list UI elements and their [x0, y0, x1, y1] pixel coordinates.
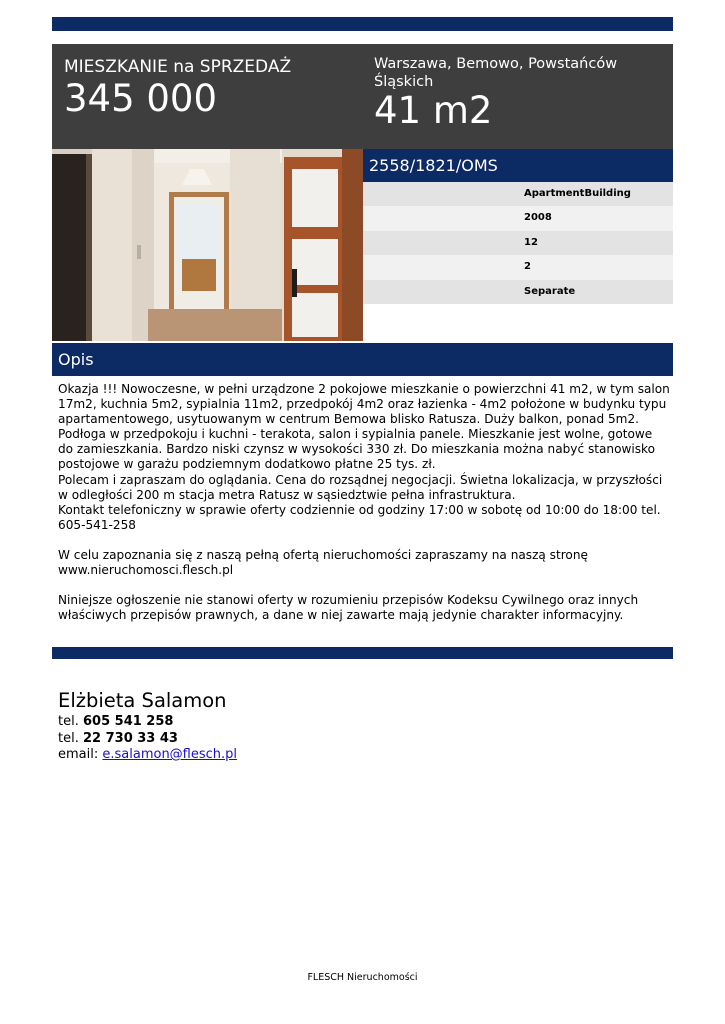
- description-text: Okazja !!! Nowoczesne, w pełni urządzone 2 pokojowe mieszkanie o powierzchni 41 m2, w tym salon 17m2, kuchnia 5m2, sypialnia 11m2, przedpokój 4m2 oraz łazienka - 4m2 położone w budynku typu apartamentowego, usytuowanym w centrum Bemowa blisko Ratusza. Duży balkon, ponad 5m2. Podłoga w przedpokoju i kuchni - terakota, salon i sypialnia panele. Mieszkanie jest wolne, gotowe do zamieszkania. Bardzo niski czynsz w wysokości 330 zł. Do mieszkania można nabyć stanowisko postojowe w garażu podziemnym dodatkowo płatne 25 tys. zł. Polecam i zapraszam do oglądania. Cena do rozsądnej negocjacji. Świetna lokalizacja, w przyszłości w odległości 200 m stacja metra Ratusz w sąsiedztwie pełna infrastruktura. Kontakt telefoniczny w sprawie oferty codziennie od godziny 17:00 w sobotę od 10:00 do 18:00 tel. 605-541-258 W celu zapoznania się z naszą pełną ofertą nieruchomości zapraszamy na naszą stronę www.nieruchomosci.flesch.pl Niniejsze ogłoszenie nie stanowi oferty w rozumieniu przepisów Kodeksu Cywilnego oraz innych właściwych przepisów prawnych, a dane w niej zawarte mają jedynie charakter informacyjny.: [58, 382, 670, 623]
- param-value: Separate: [524, 285, 576, 297]
- top-accent-bar: [52, 17, 673, 31]
- price: 345 000: [64, 77, 218, 120]
- email-label: email:: [58, 747, 103, 762]
- offer-type: MIESZKANIE na SPRZEDAŻ: [64, 57, 292, 77]
- param-row-floors: [363, 231, 673, 255]
- param-row-kitchen: [363, 280, 673, 304]
- header-right: [374, 55, 664, 131]
- phone-number: 22 730 33 43: [82, 730, 178, 746]
- param-value: 12: [524, 236, 538, 248]
- param-row-rooms: [363, 255, 673, 279]
- location: Warszawa, Bemowo, Powstańców Śląskich: [374, 56, 618, 90]
- description-heading: Opis: [58, 350, 94, 369]
- area: 41 m2: [374, 89, 493, 132]
- phone-label: tel.: [58, 714, 83, 729]
- description-heading-bar: [52, 343, 673, 376]
- param-value: ApartmentBuilding: [524, 188, 631, 199]
- listing-header: [52, 44, 673, 149]
- param-value: 2: [524, 261, 531, 273]
- footer-company: FLESCH Nieruchomości: [307, 972, 418, 983]
- separator-bar: [52, 647, 673, 659]
- parameters-table: [363, 182, 673, 304]
- phone-label: tel.: [58, 730, 83, 746]
- agent-phone-2: [58, 731, 237, 748]
- agent-contact: [58, 689, 237, 764]
- reference-number: 2558/1821/OMS: [369, 156, 498, 175]
- agent-name: Elżbieta Salamon: [58, 689, 227, 712]
- agent-email: [58, 747, 237, 764]
- property-photo: [52, 149, 363, 341]
- param-row-building-type: [363, 182, 673, 206]
- reference-bar: [363, 149, 673, 182]
- agent-phone-1: [58, 714, 237, 731]
- header-left: [64, 56, 364, 119]
- phone-number: 605 541 258: [82, 714, 174, 729]
- email-link[interactable]: e.salamon@flesch.pl: [102, 747, 238, 762]
- param-value: 2008: [524, 212, 552, 224]
- param-row-year: [363, 206, 673, 230]
